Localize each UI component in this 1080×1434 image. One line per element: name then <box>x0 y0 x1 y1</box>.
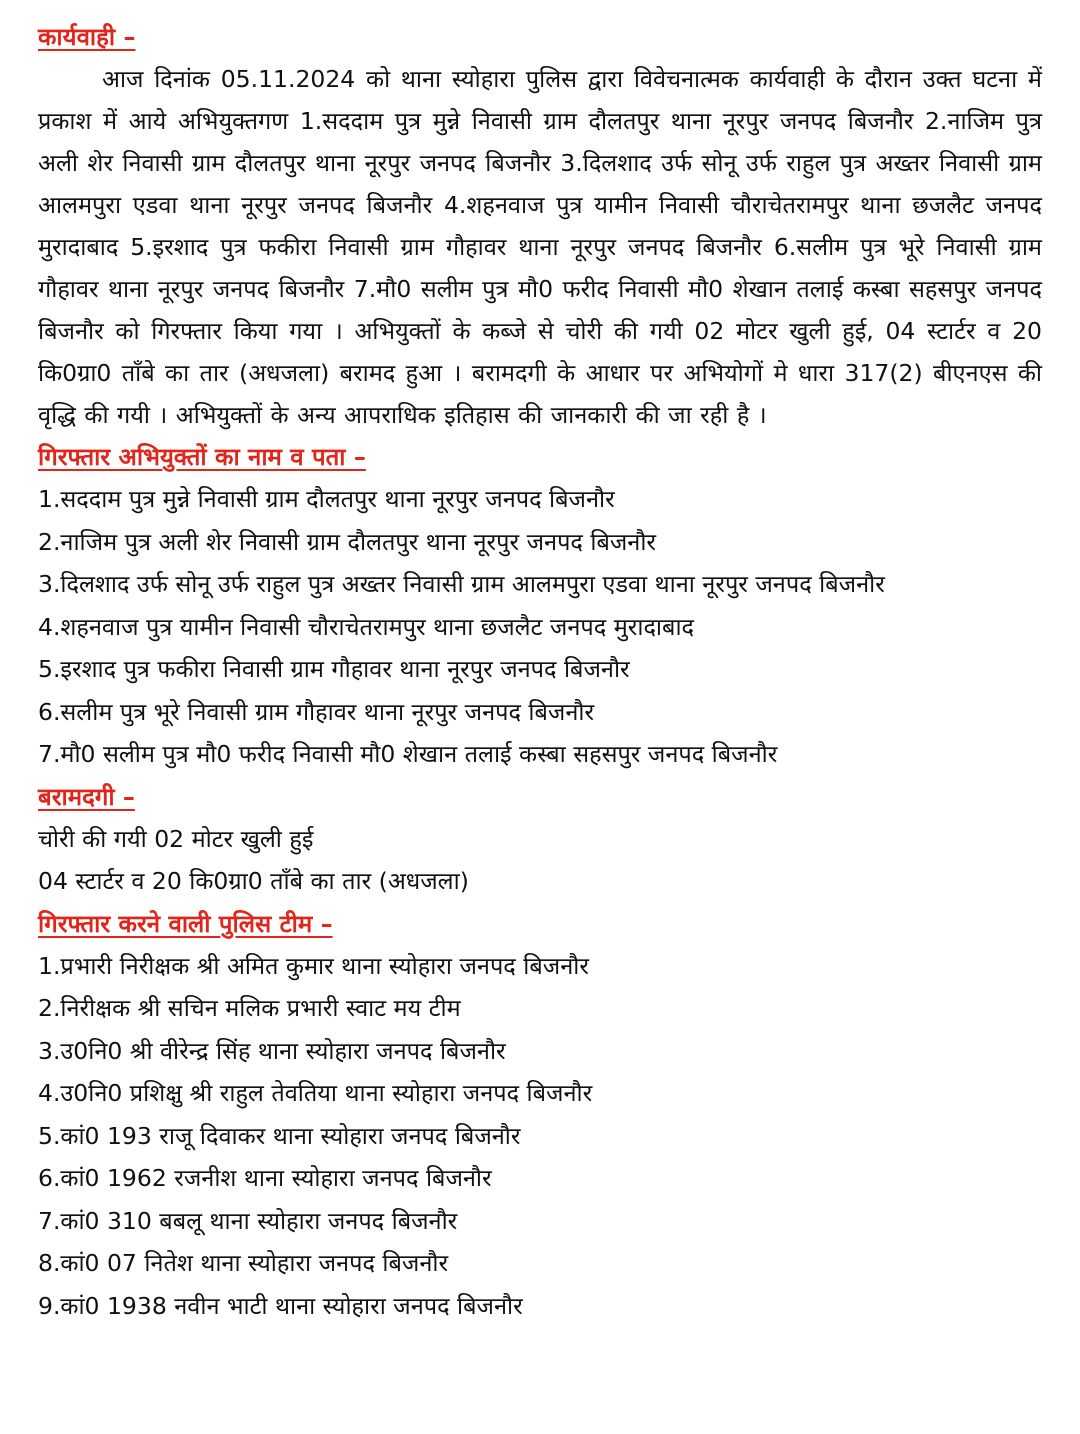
arrested-item: 1.सददाम पुत्र मुन्ने निवासी ग्राम दौलतपुर थाना नूरपुर जनपद बिजनौर <box>38 485 615 513</box>
team-item: 5.कां0 193 राजू दिवाकर थाना स्योहारा जनपद बिजनौर <box>38 1121 521 1150</box>
action-heading: कार्यवाही – <box>38 23 136 51</box>
team-item: 3.उ0नि0 श्री वीरेन्द्र सिंह थाना स्योहारा जनपद बिजनौर <box>38 1036 506 1065</box>
team-item: 7.कां0 310 बबलू थाना स्योहारा जनपद बिजनौर <box>38 1206 458 1235</box>
team-item: 9.कां0 1938 नवीन भाटी थाना स्योहारा जनपद बिजनौर <box>38 1291 523 1320</box>
team-heading: गिरफ्तार करने वाली पुलिस टीम – <box>38 909 333 938</box>
action-paragraph: आज दिनांक 05.11.2024 को थाना स्योहारा पुलिस द्वारा विवेचनात्मक कार्यवाही के दौरान उक्त घटना में प्रकाश में आये अभियुक्तगण 1.सददाम पुत्र मुन्ने निवासी ग्राम दौलतपुर थाना नूरपुर जनपद बिजनौर 2.नाजिम पुत्र अली शेर निवासी ग्राम दौलतपुर थाना नूरपुर जनपद बिजनौर 3.दिलशाद उर्फ सोनू उर्फ राहुल पुत्र अख्तर निवासी ग्राम आलमपुरा एडवा थाना नूरपुर जनपद बिजनौर 4.शहनवाज पुत्र यामीन निवासी चौराचेतरामपुर थाना छजलैट जनपद मुरादाबाद 5.इरशाद पुत्र फकीरा निवासी ग्राम गौहावर थाना नूरपुर जनपद बिजनौर 6.सलीम पुत्र भूरे निवासी ग्राम गौहावर थाना नूरपुर जनपद बिजनौर 7.मौ0 सलीम पुत्र मौ0 फरीद निवासी मौ0 शेखान तलाई कस्बा सहसपुर जनपद बिजनौर को गिरफ्तार किया गया । अभियुक्तों के कब्जे से चोरी की गयी 02 मोटर खुली हुई, 04 स्टार्टर व 20 कि0ग्रा0 ताँबे का तार (अधजला) बरामद हुआ । बरामदगी के आधार पर अभियोगों मे धारा 317(2) बीएनएस की वृद्धि की गयी । अभियुक्तों के अन्य आपराधिक इतिहास की जानकारी की जा रही है । <box>38 65 1042 429</box>
team-item: 8.कां0 07 नितेश थाना स्योहारा जनपद बिजनौर <box>38 1249 449 1277</box>
arrested-item: 6.सलीम पुत्र भूरे निवासी ग्राम गौहावर थाना नूरपुर जनपद बिजनौर <box>38 697 595 726</box>
team-item: 4.उ0नि0 प्रशिक्षु श्री राहुल तेवतिया थाना स्योहारा जनपद बिजनौर <box>38 1079 593 1107</box>
recovery-item: 04 स्टार्टर व 20 कि0ग्रा0 ताँबे का तार (अधजला) <box>38 867 469 895</box>
team-item: 2.निरीक्षक श्री सचिन मलिक प्रभारी स्वाट मय टीम <box>38 994 461 1022</box>
arrested-item: 5.इरशाद पुत्र फकीरा निवासी ग्राम गौहावर थाना नूरपुर जनपद बिजनौर <box>38 655 630 683</box>
recovery-list <box>38 818 1042 903</box>
arrested-heading: गिरफ्तार अभियुक्तों का नाम व पता – <box>38 443 366 471</box>
arrested-item: 7.मौ0 सलीम पुत्र मौ0 फरीद निवासी मौ0 शेखान तलाई कस्बा सहसपुर जनपद बिजनौर <box>38 740 778 768</box>
recovery-item: चोरी की गयी 02 मोटर खुली हुई <box>38 824 314 853</box>
arrested-item: 3.दिलशाद उर्फ सोनू उर्फ राहुल पुत्र अख्तर निवासी ग्राम आलमपुरा एडवा थाना नूरपुर जनपद बिजनौर <box>38 570 885 598</box>
arrested-item: 4.शहनवाज पुत्र यामीन निवासी चौराचेतरामपुर थाना छजलैट जनपद मुरादाबाद <box>38 612 695 641</box>
team-list <box>38 945 1042 1328</box>
recovery-heading: बरामदगी – <box>38 782 135 811</box>
arrested-list <box>38 478 1042 776</box>
arrested-item: 2.नाजिम पुत्र अली शेर निवासी ग्राम दौलतपुर थाना नूरपुर जनपद बिजनौर <box>38 527 657 556</box>
team-item: 6.कां0 1962 रजनीश थाना स्योहारा जनपद बिजनौर <box>38 1164 492 1192</box>
team-item: 1.प्रभारी निरीक्षक श्री अमित कुमार थाना स्योहारा जनपद बिजनौर <box>38 951 589 980</box>
